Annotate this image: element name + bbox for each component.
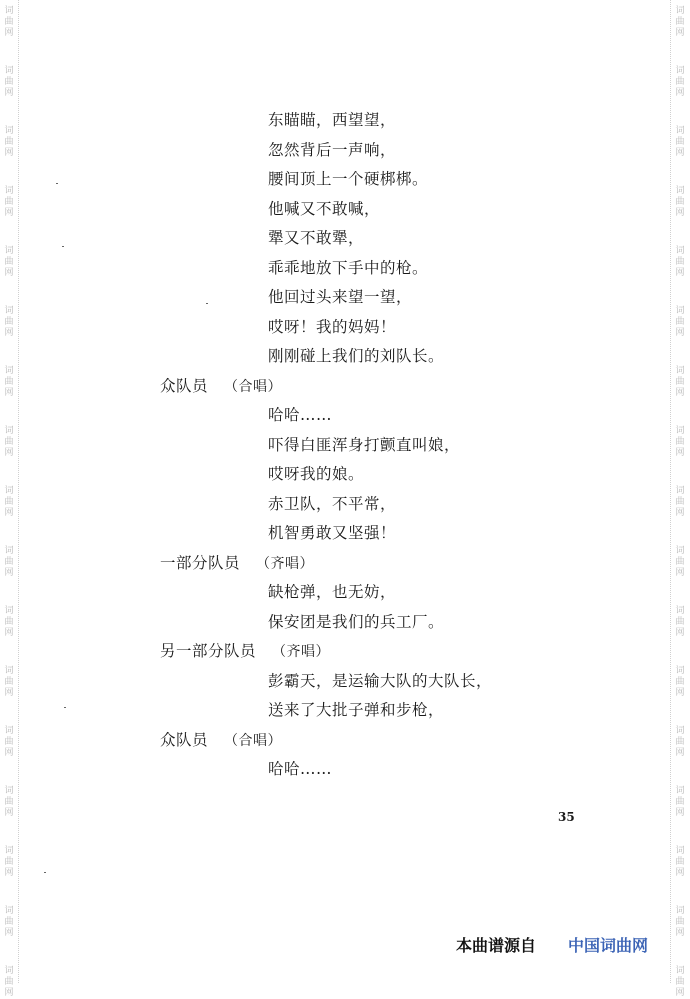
watermark-stamp <box>673 306 687 339</box>
watermark-char: 网 <box>4 88 14 98</box>
lyric-line: 赤卫队，不平常， <box>268 494 397 513</box>
watermark-stamp <box>2 306 16 339</box>
watermark-char: 词 <box>675 366 685 376</box>
watermark-stamp <box>673 186 687 219</box>
lyric-line: 缺枪弹，也无妨， <box>268 583 397 601</box>
lyric-line: 机智勇敢又坚强！ <box>268 524 397 542</box>
watermark-char: 词 <box>675 126 685 136</box>
watermark-char: 网 <box>4 568 14 578</box>
watermark-char: 网 <box>4 868 14 878</box>
watermark-char: 曲 <box>4 377 14 387</box>
watermark-char: 词 <box>4 306 14 316</box>
watermark-char: 曲 <box>4 977 14 987</box>
lyric-line: 保安团是我们的兵工厂。 <box>268 612 445 631</box>
watermark-stamp <box>673 246 687 279</box>
watermark-char: 曲 <box>675 797 685 807</box>
watermark-stamp <box>2 546 16 579</box>
watermark-char: 词 <box>675 426 685 436</box>
watermark-stamp <box>2 6 16 39</box>
scan-speck <box>44 872 46 873</box>
watermark-char: 曲 <box>675 197 685 207</box>
watermark-stamp <box>673 786 687 819</box>
watermark-char: 曲 <box>675 857 685 867</box>
watermark-char: 曲 <box>675 137 685 147</box>
singing-direction: （合唱） <box>224 732 283 749</box>
watermark-char: 词 <box>4 486 14 496</box>
scan-speck <box>56 183 58 184</box>
watermark-char: 网 <box>675 928 685 938</box>
watermark-stamp <box>2 786 16 819</box>
watermark-char: 词 <box>675 966 685 976</box>
right-edge-line <box>670 0 671 983</box>
watermark-char: 词 <box>4 6 14 16</box>
lyric-line: 送来了大批子弹和步枪， <box>268 701 445 719</box>
watermark-char: 曲 <box>4 437 14 447</box>
watermark-char: 曲 <box>4 137 14 147</box>
scan-speck <box>64 707 66 708</box>
watermark-char: 曲 <box>4 317 14 327</box>
watermark-char: 网 <box>675 568 685 578</box>
source-label: 本曲谱源自 <box>456 936 537 955</box>
watermark-char: 曲 <box>4 857 14 867</box>
lyric-line: 吓得白匪浑身打颤直叫娘， <box>268 435 461 454</box>
watermark-char: 词 <box>4 726 14 736</box>
watermark-char: 曲 <box>675 17 685 27</box>
watermark-char: 曲 <box>4 737 14 747</box>
watermark-stamp <box>673 6 687 39</box>
watermark-char: 曲 <box>4 917 14 927</box>
watermark-char: 网 <box>675 988 685 998</box>
watermark-stamp <box>2 246 16 279</box>
watermark-char: 曲 <box>675 77 685 87</box>
watermark-char: 曲 <box>4 77 14 87</box>
watermark-char: 网 <box>4 148 14 158</box>
watermark-char: 网 <box>675 328 685 338</box>
watermark-stamp <box>673 426 687 459</box>
lyric-line: 他喊又不敢喊， <box>268 199 381 218</box>
watermark-char: 词 <box>4 66 14 76</box>
watermark-char: 词 <box>4 246 14 256</box>
watermark-char: 网 <box>675 208 685 218</box>
lyric-line: 哎呀我的娘。 <box>268 465 365 483</box>
lyric-line: 忽然背后一声响， <box>268 140 397 159</box>
watermark-char: 网 <box>4 928 14 938</box>
watermark-char: 曲 <box>4 497 14 507</box>
singing-direction: （齐唱） <box>272 644 331 660</box>
watermark-char: 词 <box>675 486 685 496</box>
watermark-char: 曲 <box>4 17 14 27</box>
watermark-stamp <box>673 606 687 639</box>
scan-speck <box>62 246 64 247</box>
watermark-stamp <box>673 906 687 939</box>
watermark-char: 词 <box>4 786 14 796</box>
watermark-stamp <box>2 666 16 699</box>
lyric-line: 东瞄瞄，西望望， <box>268 111 397 129</box>
watermark-char: 曲 <box>4 797 14 807</box>
watermark-char: 网 <box>675 268 685 278</box>
watermark-stamp <box>673 666 687 699</box>
lyric-line: 腰间顶上一个硬梆梆。 <box>268 170 429 188</box>
watermark-char: 词 <box>675 306 685 316</box>
watermark-char: 网 <box>675 28 685 38</box>
lyric-line: 哈哈…… <box>268 406 333 424</box>
lyric-line: 哎呀！我的妈妈！ <box>268 317 397 336</box>
watermark-char: 网 <box>4 388 14 398</box>
watermark-stamp <box>673 366 687 399</box>
source-site-link[interactable]: 中国词曲网 <box>568 936 649 955</box>
watermark-char: 曲 <box>675 617 685 627</box>
singing-direction: （齐唱） <box>256 555 315 572</box>
watermark-char: 曲 <box>675 677 685 687</box>
watermark-char: 网 <box>675 688 685 698</box>
watermark-char: 曲 <box>675 437 685 447</box>
left-edge-line <box>18 0 19 983</box>
watermark-char: 词 <box>675 66 685 76</box>
watermark-stamp <box>2 906 16 939</box>
watermark-char: 曲 <box>4 617 14 627</box>
watermark-char: 词 <box>675 726 685 736</box>
watermark-char: 网 <box>4 328 14 338</box>
watermark-char: 网 <box>675 448 685 458</box>
watermark-char: 网 <box>675 388 685 398</box>
watermark-stamp <box>673 126 687 159</box>
watermark-stamp <box>2 846 16 879</box>
watermark-char: 曲 <box>675 497 685 507</box>
watermark-char: 网 <box>675 748 685 758</box>
watermark-char: 曲 <box>4 557 14 567</box>
watermark-stamp <box>2 66 16 99</box>
watermark-char: 词 <box>4 606 14 616</box>
watermark-char: 词 <box>4 426 14 436</box>
scan-speck <box>206 303 208 304</box>
watermark-char: 网 <box>4 208 14 218</box>
speaker-line <box>160 374 282 396</box>
watermark-char: 曲 <box>675 917 685 927</box>
watermark-stamp <box>2 486 16 519</box>
watermark-char: 网 <box>4 448 14 458</box>
watermark-char: 网 <box>675 88 685 98</box>
speaker-name: 一部分队员 <box>160 553 241 572</box>
watermark-char: 词 <box>4 846 14 856</box>
watermark-char: 词 <box>4 546 14 556</box>
watermark-char: 词 <box>4 906 14 916</box>
watermark-stamp <box>673 66 687 99</box>
lyric-line: 哈哈…… <box>268 760 333 778</box>
lyric-line: 刚刚碰上我们的刘队长。 <box>268 347 445 365</box>
watermark-stamp <box>2 366 16 399</box>
watermark-stamp <box>2 126 16 159</box>
watermark-char: 网 <box>675 508 685 518</box>
watermark-char: 网 <box>675 868 685 878</box>
watermark-stamp <box>2 726 16 759</box>
watermark-char: 网 <box>675 148 685 158</box>
watermark-char: 网 <box>4 748 14 758</box>
watermark-char: 曲 <box>675 977 685 987</box>
watermark-char: 词 <box>675 846 685 856</box>
watermark-char: 网 <box>4 808 14 818</box>
speaker-name: 众队员 <box>160 376 209 395</box>
watermark-char: 网 <box>675 628 685 638</box>
watermark-char: 网 <box>4 268 14 278</box>
watermark-char: 曲 <box>4 257 14 267</box>
watermark-char: 网 <box>4 28 14 38</box>
speaker-line <box>160 551 314 573</box>
watermark-char: 词 <box>4 666 14 676</box>
watermark-char: 词 <box>675 6 685 16</box>
watermark-stamp <box>673 486 687 519</box>
watermark-char: 网 <box>675 808 685 818</box>
watermark-char: 网 <box>4 508 14 518</box>
watermark-char: 网 <box>4 988 14 998</box>
watermark-char: 词 <box>675 606 685 616</box>
watermark-char: 词 <box>4 366 14 376</box>
watermark-char: 曲 <box>675 377 685 387</box>
watermark-stamp <box>673 546 687 579</box>
watermark-char: 词 <box>675 186 685 196</box>
watermark-char: 曲 <box>4 677 14 687</box>
watermark-char: 曲 <box>675 557 685 567</box>
watermark-char: 网 <box>4 628 14 638</box>
watermark-stamp <box>673 846 687 879</box>
watermark-stamp <box>2 186 16 219</box>
watermark-char: 词 <box>4 126 14 136</box>
watermark-char: 词 <box>675 666 685 676</box>
watermark-char: 词 <box>675 546 685 556</box>
lyric-line: 乖乖地放下手中的枪。 <box>268 258 429 277</box>
watermark-char: 曲 <box>675 257 685 267</box>
watermark-char: 词 <box>4 966 14 976</box>
watermark-stamp <box>673 726 687 759</box>
speaker-name: 众队员 <box>160 730 209 749</box>
watermark-char: 词 <box>4 186 14 196</box>
speaker-name: 另一部分队员 <box>160 642 257 660</box>
page-number: 35 <box>558 810 575 824</box>
watermark-stamp <box>2 606 16 639</box>
watermark-char: 词 <box>675 246 685 256</box>
singing-direction: （合唱） <box>224 378 283 395</box>
watermark-char: 曲 <box>675 737 685 747</box>
watermark-char: 曲 <box>4 197 14 207</box>
lyric-line: 犟又不敢犟， <box>268 229 365 247</box>
lyric-line: 他回过头来望一望， <box>268 288 413 306</box>
speaker-line <box>160 728 282 750</box>
watermark-char: 词 <box>675 906 685 916</box>
watermark-char: 网 <box>4 688 14 698</box>
speaker-line <box>160 639 330 661</box>
watermark-char: 曲 <box>675 317 685 327</box>
watermark-stamp <box>2 426 16 459</box>
lyric-line: 彭霸天，是运输大队的大队长， <box>268 671 493 690</box>
watermark-char: 词 <box>675 786 685 796</box>
